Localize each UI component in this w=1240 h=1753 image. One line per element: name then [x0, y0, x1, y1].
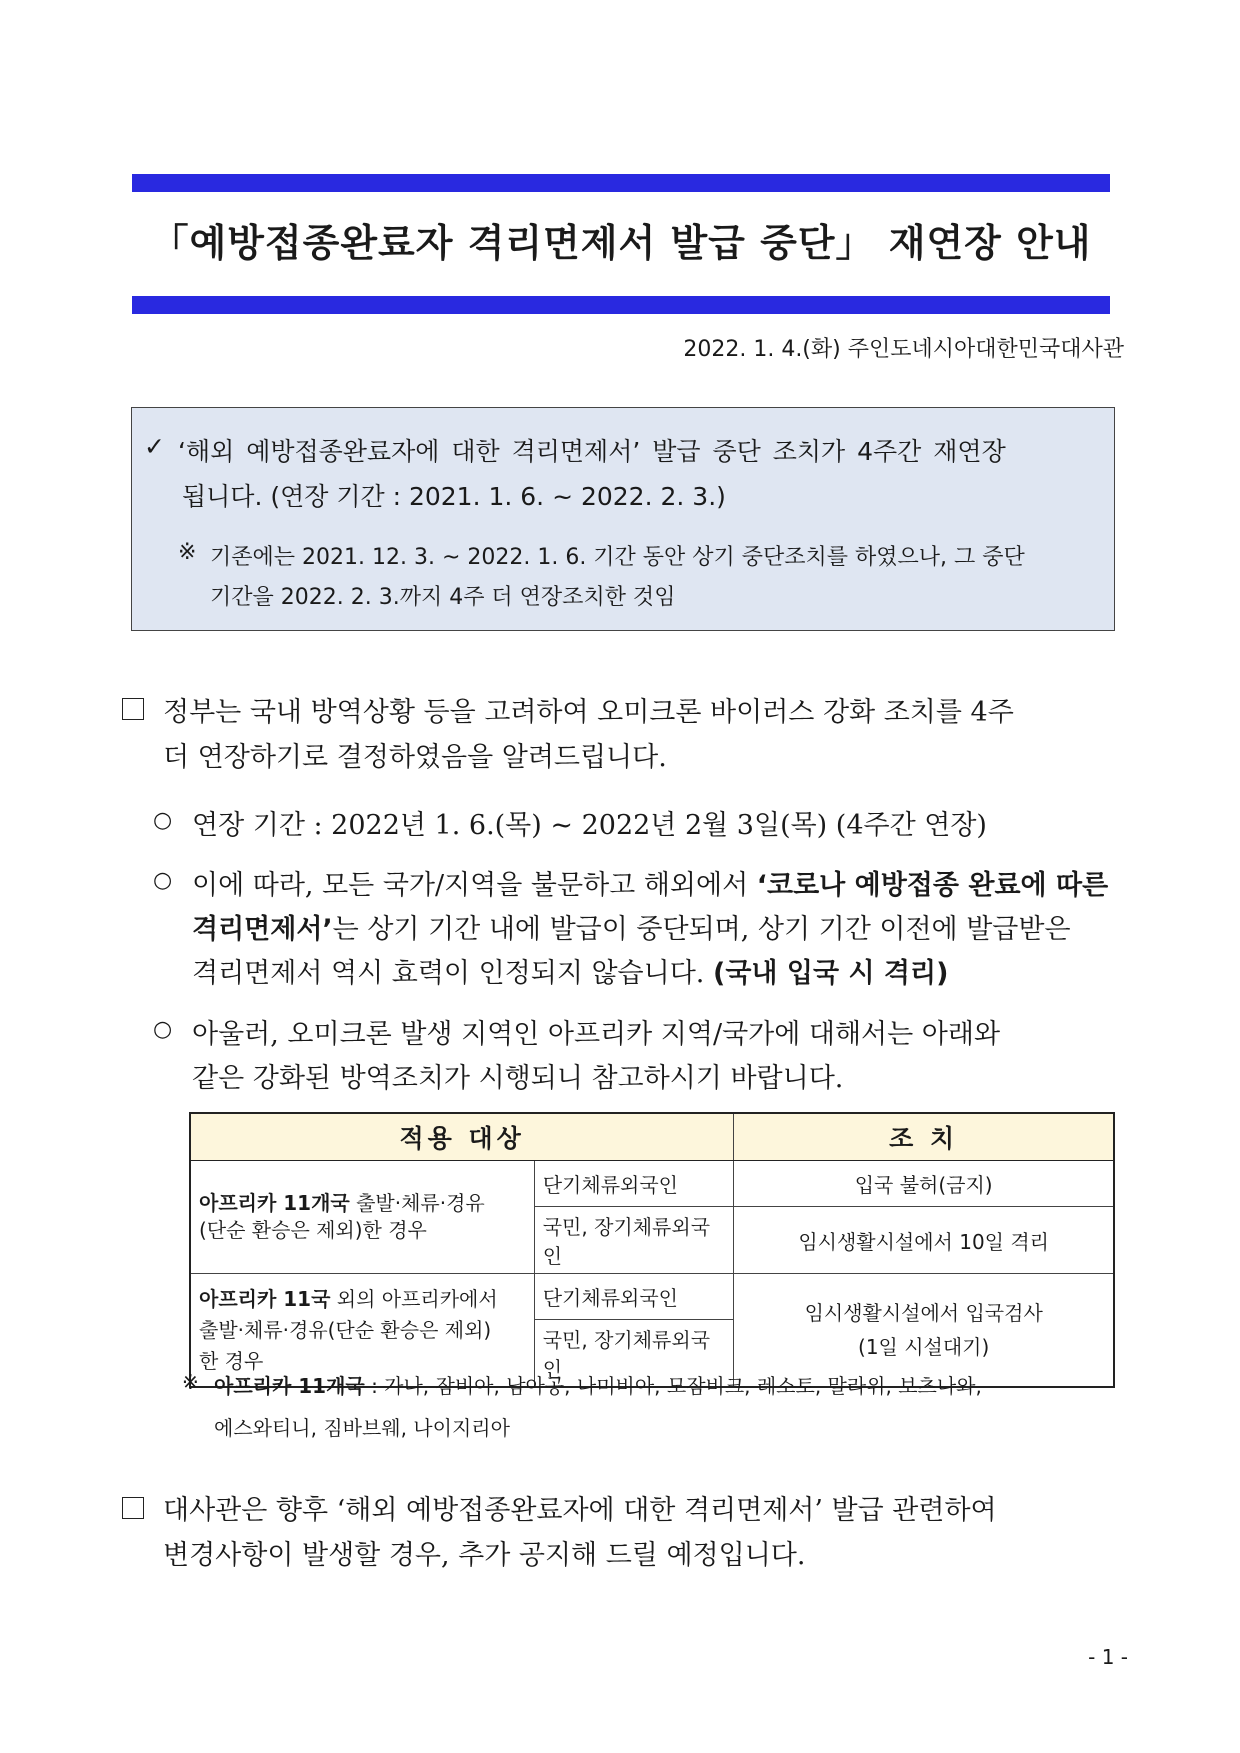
footnote-line-1: [214, 1370, 982, 1399]
summary-line-2: 됩니다. (연장 기간 : 2021. 1. 6. ~ 2022. 2. 3.): [182, 482, 726, 511]
bullet2-line-2-text: 는 상기 기간 내에 발급이 중단되며, 상기 기간 이전에 발급받은: [332, 914, 1071, 945]
header-target: 적용 대상: [190, 1113, 734, 1161]
bullet2-line-3-bold: (국내 입국 시 격리): [712, 958, 949, 989]
summary-note-line-2: 기간을 2022. 2. 3.까지 4주 더 연장조치한 것임: [210, 585, 676, 610]
footnote-bold: 아프리카 11개국: [214, 1374, 365, 1398]
row1-sub1: 단기체류외국인: [534, 1161, 734, 1207]
bullet2-line-1-text: 이에 따라, 모든 국가/지역을 불문하고 해외에서: [192, 870, 757, 901]
row1-target-rest1: 출발·체류·경유: [349, 1191, 485, 1215]
bullet-circle-icon: ○: [153, 1017, 173, 1042]
row1-target-bold: 아프리카 11개국: [199, 1191, 350, 1215]
note-mark: ※: [178, 540, 197, 565]
footnote-rest1: : 가나, 잠비아, 남아공, 나미비아, 모잠비크, 레소토, 말라위, 보츠나와,: [364, 1374, 982, 1398]
title-top-bar: [132, 174, 1110, 192]
date-line: 2022. 1. 4.(화) 주인도네시아대한민국대사관: [683, 337, 1124, 362]
footnote-line-2: 에스와티니, 짐바브웨, 나이지리아: [214, 1416, 510, 1440]
table-row: [190, 1161, 1114, 1207]
page-title: 「예방접종완료자 격리면제서 발급 중단」 재연장 안내: [150, 221, 1092, 265]
summary-line-1: ‘해외 예방접종완료자에 대한 격리면제서’ 발급 중단 조치가 4주간 재연장: [178, 437, 1006, 466]
row1-measure1: 입국 불허(금지): [734, 1161, 1114, 1207]
footnote-mark: ※: [182, 1370, 199, 1394]
bullet-circle-icon: ○: [153, 808, 173, 833]
summary-note-line-1: 기존에는 2021. 12. 3. ~ 2022. 1. 6. 기간 동안 상기 중단조치를 하였으나, 그 중단: [210, 545, 1025, 570]
bullet-circle-icon: ○: [153, 868, 173, 893]
row1-sub2: 국민, 장기체류외국인: [534, 1207, 734, 1274]
bullet3-line-2: 같은 강화된 방역조치가 시행되니 참고하시기 바랍니다.: [192, 1063, 844, 1094]
row2-sub2: 국민, 장기체류외국인: [534, 1320, 734, 1388]
row1-target: [190, 1161, 534, 1274]
bullet2-line-2: [192, 907, 1071, 946]
bullet2-line-1-bold: ‘코로나 예방접종 완료에 따른: [756, 870, 1109, 901]
section1-line-1: 정부는 국내 방역상황 등을 고려하여 오미크론 바이러스 강화 조치를 4주: [163, 697, 1014, 728]
page-number: - 1 -: [1088, 1645, 1128, 1669]
row2-measure-line2: (1일 시설대기): [858, 1335, 990, 1359]
measures-table: [189, 1112, 1115, 1388]
check-icon: ✓: [144, 432, 165, 461]
row2-sub1: 단기체류외국인: [534, 1274, 734, 1320]
row2-measure-line1: 임시생활시설에서 입국검사: [804, 1301, 1043, 1325]
row1-target-rest2: (단순 환승은 제외)한 경우: [199, 1218, 427, 1242]
checkbox-square-icon: [122, 1497, 144, 1519]
table-header-row: [190, 1113, 1114, 1161]
section2-line-1: 대사관은 향후 ‘해외 예방접종완료자에 대한 격리면제서’ 발급 관련하여: [163, 1495, 997, 1526]
title-bottom-bar: [132, 296, 1110, 314]
section1-line-2: 더 연장하기로 결정하였음을 알려드립니다.: [163, 742, 667, 773]
header-measure: 조 치: [734, 1113, 1114, 1161]
section2-line-2: 변경사항이 발생할 경우, 추가 공지해 드릴 예정입니다.: [163, 1540, 806, 1571]
bullet2-line-3: [192, 951, 948, 990]
table-row: [190, 1274, 1114, 1320]
row2-target-rest1: 외의 아프리카에서: [330, 1286, 498, 1311]
bullet1-text: 연장 기간 : 2022년 1. 6.(목) ~ 2022년 2월 3일(목) (4주간 연장): [192, 810, 987, 841]
bullet2-line-2-bold: 격리면제서’: [192, 914, 333, 945]
row1-measure2: 임시생활시설에서 10일 격리: [734, 1207, 1114, 1274]
checkbox-square-icon: [122, 698, 144, 720]
bullet3-line-1: 아울러, 오미크론 발생 지역인 아프리카 지역/국가에 대해서는 아래와: [192, 1019, 1001, 1050]
row2-target-bold: 아프리카 11국: [199, 1286, 331, 1311]
row2-target-rest3: 한 경우: [199, 1348, 264, 1373]
bullet2-line-3-text: 격리면제서 역시 효력이 인정되지 않습니다.: [192, 958, 713, 989]
row2-target-rest2: 출발·체류·경유(단순 환승은 제외): [199, 1317, 492, 1342]
bullet2-line-1: [192, 863, 1108, 902]
summary-box: [131, 407, 1115, 631]
